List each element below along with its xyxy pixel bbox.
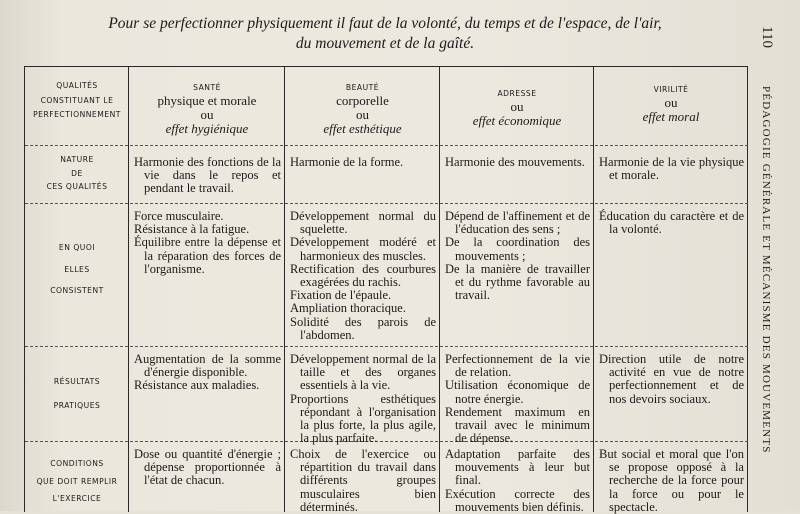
cell-text: Perfectionnement de la vie de relation. xyxy=(445,352,590,380)
title-line-2: du mouvement et de la gaîté. xyxy=(295,35,475,52)
header-effect: effet hygiénique xyxy=(165,121,249,137)
cell-text: Éducation du caractère et de la volonté. xyxy=(599,209,744,237)
cell-text: De la coordination des mouvements ; xyxy=(445,235,590,263)
row-label-nature xyxy=(25,155,129,193)
row-label-line: L'EXERCICE xyxy=(52,494,102,503)
row-label-conditions xyxy=(25,459,129,505)
row-divider xyxy=(25,346,748,347)
cell-text: Dépend de l'affinement et de l'éducation des sens ; xyxy=(445,209,590,237)
row-label-line: CES QUALITÉS xyxy=(46,182,108,191)
header-main: corporelle xyxy=(336,93,389,109)
corner-line: PERFECTIONNEMENT xyxy=(33,110,121,119)
corner-line: QUALITÉS xyxy=(56,81,98,90)
header-small: ADRESSE xyxy=(497,89,537,98)
cell-text: Harmonie de la vie physique et morale. xyxy=(599,155,744,183)
row-label-line: DE xyxy=(71,168,83,178)
cell-text: Rectification des courbures exagérées du rachis. xyxy=(290,261,436,290)
cell-conditions-virilite xyxy=(594,445,748,514)
cell-text: Équilibre entre la dépense et la réparation des forces de l'organisme. xyxy=(134,235,281,276)
row-label-consistent xyxy=(25,243,129,297)
row-label-line: NATURE xyxy=(60,155,94,164)
cell-text: Fixation de l'épaule. xyxy=(290,288,392,303)
cell-text: Choix de l'exercice ou répartition du travail dans différents groupes musculaires bien déterminés. xyxy=(290,447,436,514)
header-or: ou xyxy=(200,107,214,123)
header-or: ou xyxy=(356,107,369,123)
cell-text: Solidité des parois de l'abdomen. xyxy=(290,314,436,342)
row-label-line: ELLES xyxy=(64,264,90,274)
header-virilite xyxy=(594,83,748,123)
row-label-line: PRATIQUES xyxy=(53,400,101,410)
cell-text: Développement normal du squelette. xyxy=(290,209,436,237)
corner-header xyxy=(25,81,129,121)
corner-line: CONSTITUANT LE xyxy=(40,95,114,105)
page-title xyxy=(40,14,730,54)
cell-text: Harmonie des mouvements. xyxy=(445,155,585,169)
header-main: physique et morale xyxy=(157,93,257,109)
cell-text: Résistance à la fatigue. xyxy=(134,222,250,237)
running-title: PÉDAGOGIE GÉNÉRALE ET MÉCANISME DES MOUVEMENTS xyxy=(760,86,772,454)
cell-resultats-sante xyxy=(129,350,285,393)
cell-resultats-beaute xyxy=(285,350,440,445)
cell-text: Développement normal de la taille et des organes essentiels à la vie. xyxy=(290,352,436,393)
header-small: SANTÉ xyxy=(193,83,221,92)
cell-text: Force musculaire. xyxy=(134,209,224,223)
row-divider xyxy=(25,203,748,204)
cell-consistent-virilite xyxy=(594,207,748,236)
running-head xyxy=(752,8,792,508)
header-or: ou xyxy=(510,99,524,115)
cell-resultats-adresse xyxy=(440,350,594,445)
qualities-table xyxy=(24,66,748,512)
row-divider xyxy=(25,145,748,146)
cell-nature-sante xyxy=(129,153,285,196)
header-small: BEAUTÉ xyxy=(345,83,380,92)
cell-text: Harmonie de la forme. xyxy=(290,155,404,169)
cell-conditions-adresse xyxy=(440,445,594,514)
cell-text: Dose ou quantité d'énergie ; dépense proportionnée à l'état de chacun. xyxy=(134,447,281,488)
cell-conditions-beaute xyxy=(285,445,440,514)
header-or: ou xyxy=(664,95,678,111)
row-label-line: QUE DOIT REMPLIR xyxy=(36,476,118,486)
header-beaute xyxy=(285,81,440,135)
cell-text: De la manière de travailler et du rythme favorable au travail. xyxy=(445,261,590,303)
cell-text: Résistance aux maladies. xyxy=(134,378,260,393)
header-effect: effet esthétique xyxy=(323,121,402,137)
cell-text: Harmonie des fonctions de la vie dans le repos et pendant le travail. xyxy=(134,155,281,196)
cell-text: Direction utile de notre activité en vue de notre perfectionnement et de nos devoirs sociaux. xyxy=(599,352,744,406)
cell-text: Ampliation thoracique. xyxy=(290,301,406,316)
cell-text: Adaptation parfaite des mouvements à leur but final. xyxy=(445,447,590,488)
row-label-line: CONDITIONS xyxy=(50,459,104,468)
row-label-line: CONSISTENT xyxy=(50,286,104,295)
cell-consistent-sante xyxy=(129,207,285,276)
cell-text: But social et moral que l'on se propose opposé à la recherche de la force pour la force ou pour le spectacle. xyxy=(599,447,744,514)
row-label-line: RÉSULTATS xyxy=(53,377,101,386)
cell-nature-virilite xyxy=(594,153,748,182)
page-number: 110 xyxy=(759,26,775,48)
row-label-resultats xyxy=(25,377,129,411)
cell-nature-beaute xyxy=(285,153,440,169)
header-effect: effet économique xyxy=(472,113,562,129)
cell-text: Exécution correcte des mouvements bien définis. xyxy=(445,486,590,514)
header-effect: effet moral xyxy=(642,109,700,125)
cell-conditions-sante xyxy=(129,445,285,488)
header-adresse xyxy=(440,87,594,127)
cell-text: Proportions esthétiques répondant à l'organisation la plus forte, la plus agile, la plus parfaite. xyxy=(290,391,436,446)
cell-nature-adresse xyxy=(440,153,594,169)
cell-text: Rendement maximum en travail avec le minimum de dépense. xyxy=(445,404,590,446)
title-line-1: Pour se perfectionner physiquement il faut de la volonté, du temps et de l'espace, de l'air, xyxy=(108,15,662,32)
cell-consistent-beaute xyxy=(285,207,440,342)
cell-text: Augmentation de la somme d'énergie disponible. xyxy=(134,352,281,380)
cell-text: Développement modéré et harmonieux des muscles. xyxy=(290,235,436,263)
cell-text: Utilisation économique de notre énergie. xyxy=(445,378,590,406)
cell-consistent-adresse xyxy=(440,207,594,302)
header-sante xyxy=(129,81,285,135)
cell-resultats-virilite xyxy=(594,350,748,406)
header-small: VIRILITÉ xyxy=(653,85,689,94)
row-label-line: EN QUOI xyxy=(58,243,96,252)
